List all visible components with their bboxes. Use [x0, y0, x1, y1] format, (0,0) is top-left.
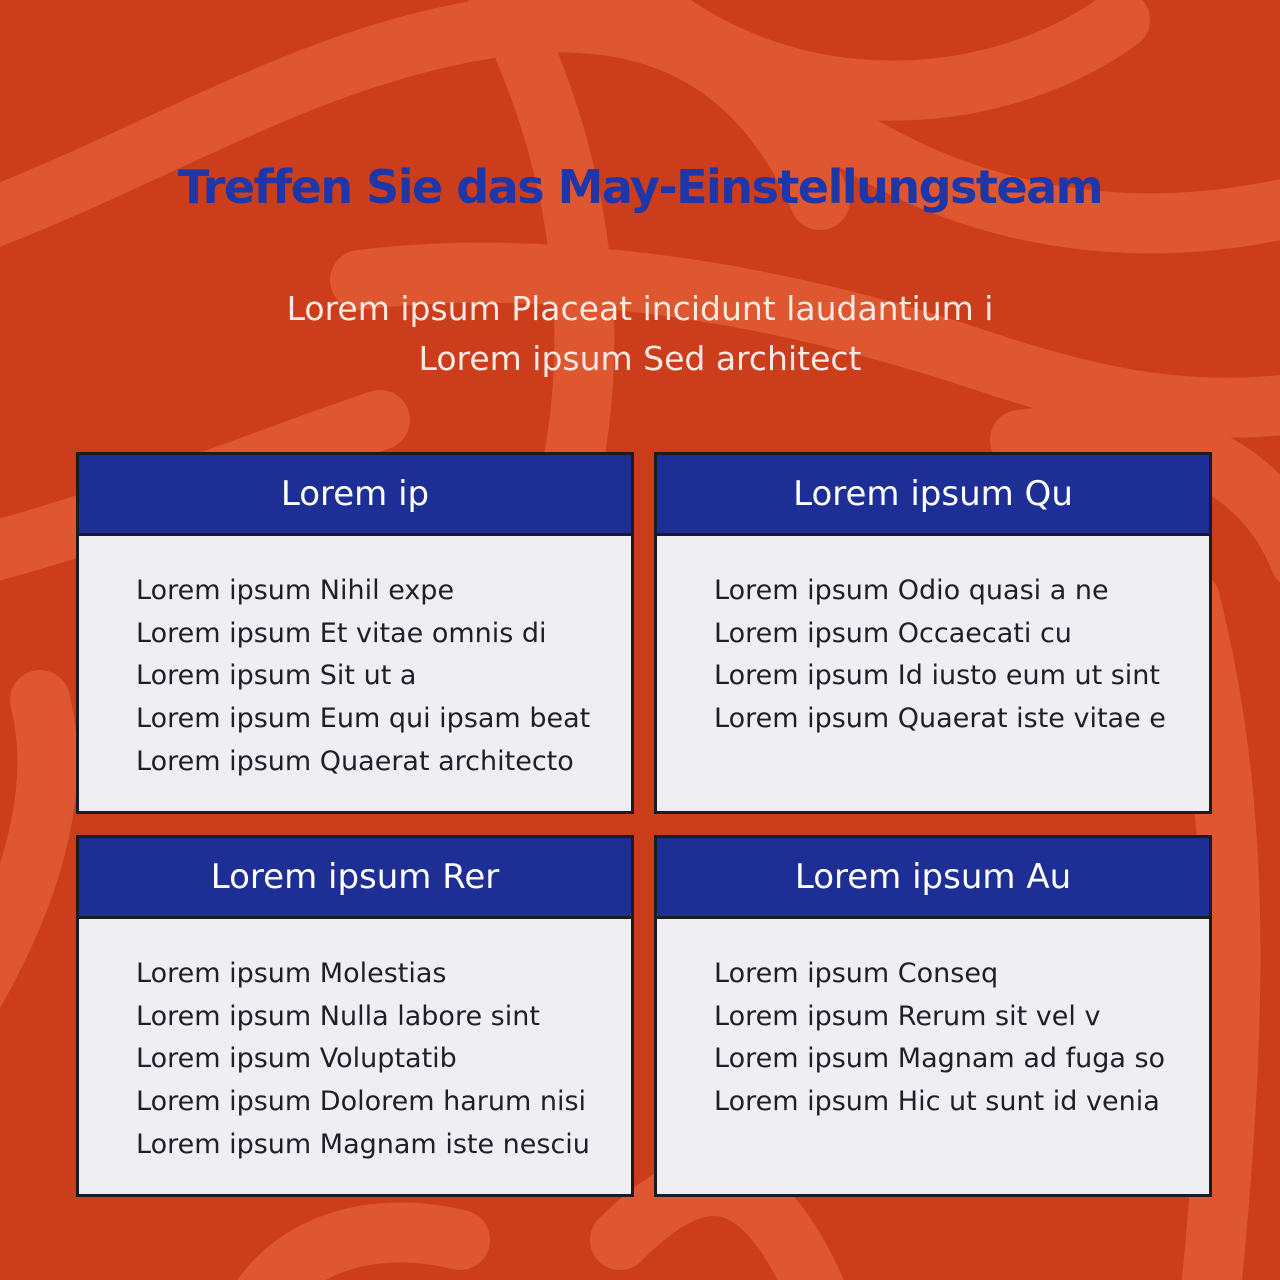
list-item: Lorem ipsum Hic ut sunt id venia	[714, 1086, 1160, 1118]
info-card	[654, 452, 1212, 814]
list-item: Lorem ipsum Quaerat architecto	[136, 745, 574, 777]
card-header: Lorem ipsum Qu	[657, 455, 1209, 536]
subtitle-line-1: Lorem ipsum Placeat incidunt laudantium i	[286, 289, 994, 328]
subtitle	[0, 284, 1280, 384]
list-item: Lorem ipsum Magnam iste nesciu	[136, 1128, 590, 1160]
card-list	[657, 919, 1209, 1124]
list-item: Lorem ipsum Sit ut a	[136, 660, 417, 692]
list-item: Lorem ipsum Nulla labore sint	[136, 1000, 540, 1032]
card-list	[79, 536, 631, 784]
list-item: Lorem ipsum Conseq	[714, 958, 999, 989]
list-item: Lorem ipsum Et vitae omnis di	[136, 617, 547, 649]
list-item: Lorem ipsum Rerum sit vel v	[714, 1000, 1101, 1032]
list-item: Lorem ipsum Eum qui ipsam beat	[136, 703, 591, 735]
page-title: Treffen Sie das May-Einstellungsteam	[177, 160, 1103, 214]
list-item: Lorem ipsum Nihil expe	[136, 575, 455, 606]
card-header: Lorem ipsum Au	[657, 838, 1209, 919]
card-header: Lorem ip	[79, 455, 631, 536]
card-list	[79, 919, 631, 1167]
list-item: Lorem ipsum Occaecati cu	[714, 617, 1072, 649]
list-item: Lorem ipsum Voluptatib	[136, 1043, 457, 1075]
list-item: Lorem ipsum Odio quasi a ne	[714, 575, 1109, 606]
list-item: Lorem ipsum Id iusto eum ut sint	[714, 660, 1161, 692]
subtitle-line-2: Lorem ipsum Sed architect	[418, 339, 862, 378]
list-item: Lorem ipsum Quaerat iste vitae e	[714, 703, 1166, 735]
info-card	[76, 835, 634, 1197]
info-card	[654, 835, 1212, 1197]
card-header: Lorem ipsum Rer	[79, 838, 631, 919]
card-list	[657, 536, 1209, 741]
list-item: Lorem ipsum Magnam ad fuga so	[714, 1043, 1166, 1075]
info-card	[76, 452, 634, 814]
list-item: Lorem ipsum Molestias	[136, 958, 447, 989]
list-item: Lorem ipsum Dolorem harum nisi	[136, 1086, 587, 1118]
